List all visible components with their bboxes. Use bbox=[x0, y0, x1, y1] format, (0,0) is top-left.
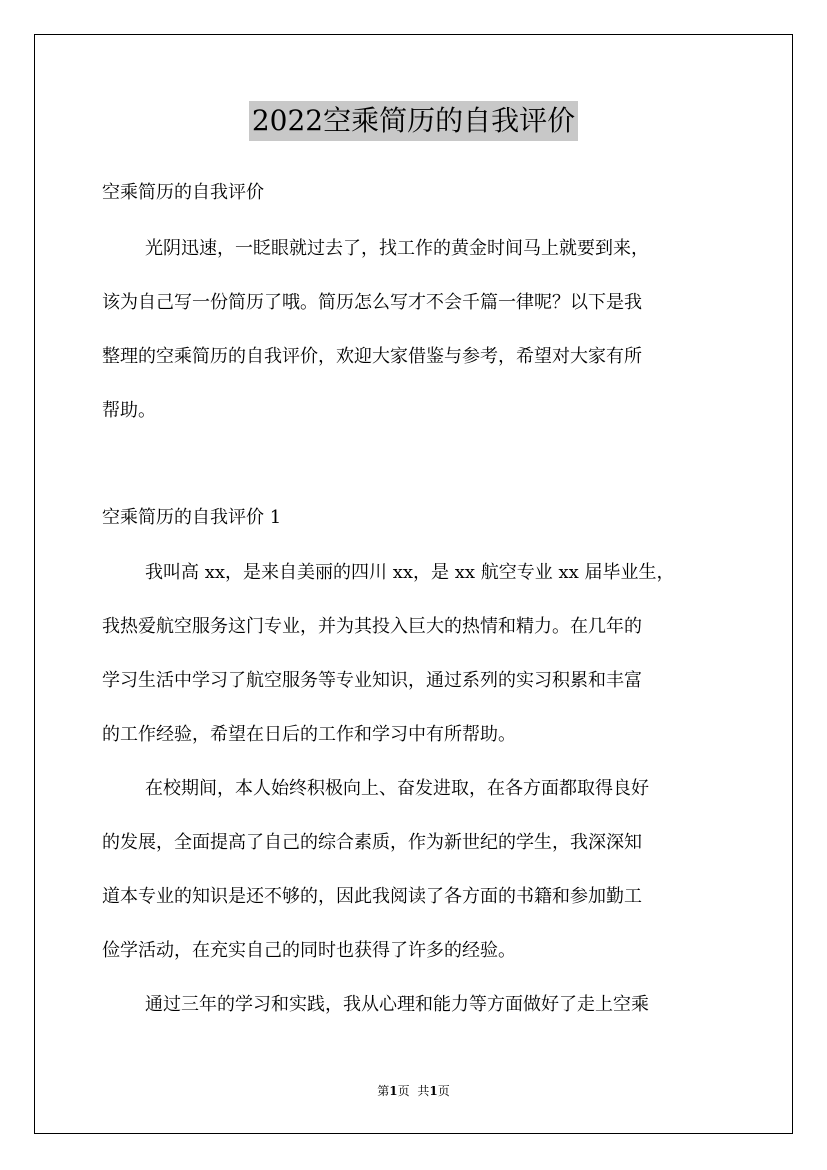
paragraph1-line-1: 我叫高 xx，是来自美丽的四川 xx，是 xx 航空专业 xx 届毕业生， bbox=[145, 562, 675, 583]
footer-page-suffix: 页 bbox=[397, 1084, 410, 1098]
paragraph1-line-3: 学习生活中学习了航空服务等专业知识，通过系列的实习积累和丰富 bbox=[102, 670, 642, 691]
footer-page-number: 1 bbox=[389, 1084, 398, 1098]
footer-total-number: 1 bbox=[429, 1084, 438, 1098]
document-title-text: 2022空乘简历的自我评价 bbox=[249, 101, 578, 141]
paragraph1-line-4: 的工作经验，希望在日后的工作和学习中有所帮助。 bbox=[102, 724, 516, 745]
paragraph2-line-4: 俭学活动，在充实自己的同时也获得了许多的经验。 bbox=[102, 940, 516, 961]
paragraph2-line-1: 在校期间，本人始终积极向上、奋发进取，在各方面都取得良好 bbox=[145, 778, 649, 799]
footer-total-prefix: 共 bbox=[417, 1084, 430, 1098]
intro-line-4: 帮助。 bbox=[102, 400, 156, 421]
intro-line-1: 光阴迅速，一眨眼就过去了，找工作的黄金时间马上就要到来， bbox=[145, 238, 649, 259]
paragraph3-line-1: 通过三年的学习和实践，我从心理和能力等方面做好了走上空乘 bbox=[145, 994, 649, 1015]
page-footer bbox=[0, 1083, 827, 1099]
document-title bbox=[0, 100, 827, 141]
paragraph2-line-2: 的发展，全面提高了自己的综合素质，作为新世纪的学生，我深深知 bbox=[102, 832, 642, 853]
intro-line-2: 该为自己写一份简历了哦。简历怎么写才不会千篇一律呢？以下是我 bbox=[102, 292, 642, 313]
paragraph1-line-2: 我热爱航空服务这门专业，并为其投入巨大的热情和精力。在几年的 bbox=[102, 616, 642, 637]
section-heading: 空乘简历的自我评价 1 bbox=[102, 507, 282, 528]
footer-page-prefix: 第 bbox=[377, 1084, 390, 1098]
footer-total-suffix: 页 bbox=[437, 1084, 450, 1098]
paragraph2-line-3: 道本专业的知识是还不够的，因此我阅读了各方面的书籍和参加勤工 bbox=[102, 886, 642, 907]
heading: 空乘简历的自我评价 bbox=[102, 182, 264, 203]
intro-line-3: 整理的空乘简历的自我评价，欢迎大家借鉴与参考，希望对大家有所 bbox=[102, 346, 642, 367]
